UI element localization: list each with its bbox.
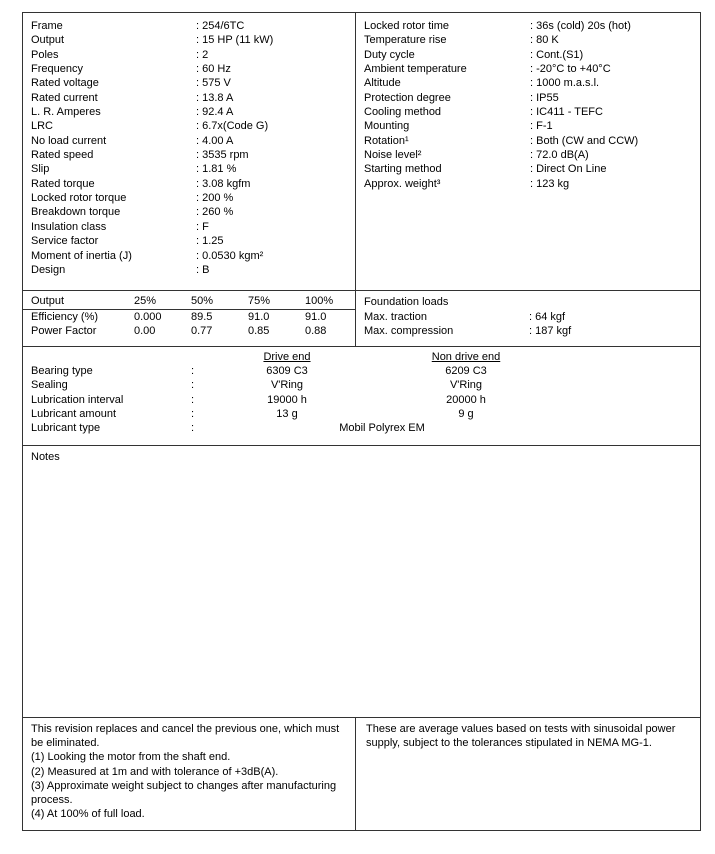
spec-label: Ambient temperature	[364, 63, 467, 76]
spec-value: : 60 Hz	[196, 62, 231, 76]
bearing-non-drive-end-value: V'Ring	[449, 379, 483, 392]
bearing-row-label: Lubricant amount	[31, 407, 116, 420]
spec-row	[364, 162, 700, 176]
foundation-loads	[356, 291, 700, 346]
spec-column-left	[23, 13, 356, 290]
spec-column-right	[356, 13, 700, 290]
spec-label: Mounting	[364, 120, 410, 133]
bearing-row	[23, 393, 700, 407]
efficiency-row	[23, 310, 355, 324]
notes-title: Notes	[31, 451, 60, 463]
foundation-rows	[364, 310, 700, 338]
footer-section	[23, 717, 700, 830]
power-factor-values	[134, 324, 362, 338]
spec-row	[364, 62, 700, 76]
spec-label: Poles	[31, 48, 59, 61]
spec-row	[364, 119, 700, 133]
spec-label: Locked rotor time	[364, 20, 449, 32]
spec-label: Frame	[31, 20, 63, 32]
footer-tolerance-note: These are average values based on tests with sinusoidal power supply, subject to the tolerances stipulated in NEMA MG-1.	[366, 723, 676, 750]
spec-value: : Cont.(S1)	[530, 48, 583, 62]
efficiency-value: 0.000	[134, 311, 162, 323]
bearing-row-label: Lubrication interval	[31, 393, 124, 406]
footer-revision-notes	[23, 718, 356, 830]
spec-value: : F	[196, 220, 209, 234]
spec-label: Starting method	[364, 163, 442, 176]
spec-row	[31, 249, 355, 263]
spec-row	[31, 19, 355, 33]
foundation-row	[364, 324, 700, 338]
spec-value: : 200 %	[196, 191, 233, 205]
spec-value: : 72.0 dB(A)	[530, 148, 589, 162]
non-drive-end-header: Non drive end	[431, 351, 501, 363]
spec-label: No load current	[31, 134, 107, 147]
bearing-row	[23, 407, 700, 421]
spec-value: : 2	[196, 48, 208, 62]
spec-label: LRC	[31, 120, 54, 133]
load-table	[23, 291, 356, 346]
spec-label: Duty cycle	[364, 48, 415, 61]
bearing-row-colon	[191, 378, 203, 392]
spec-row	[364, 177, 700, 191]
spec-value: : 15 HP (11 kW)	[196, 33, 273, 47]
power-factor-value: 0.88	[305, 325, 327, 337]
notes-section	[23, 445, 700, 717]
power-factor-value: 0.77	[191, 325, 213, 337]
bearing-header-spacer2	[191, 350, 203, 364]
spec-value: : 0.0530 kgm²	[196, 249, 263, 263]
spec-value: : 36s (cold) 20s (hot)	[530, 19, 631, 33]
load-header-label: Output	[31, 295, 65, 307]
efficiency-value: 89.5	[191, 311, 213, 323]
spec-label: Altitude	[364, 77, 401, 90]
foundation-label: Max. compression	[364, 325, 454, 338]
bearing-drive-end-value: 13 g	[276, 407, 298, 420]
spec-label: Noise level²	[364, 149, 422, 162]
spec-label: Breakdown torque	[31, 206, 121, 219]
footer-note-line: (3) Approximate weight subject to changes after manufacturing process.	[31, 779, 337, 807]
spec-value: : 92.4 A	[196, 105, 233, 119]
spec-label: Design	[31, 263, 66, 276]
spec-row	[364, 134, 700, 148]
spec-label: Slip	[31, 163, 50, 176]
spec-row	[31, 205, 355, 219]
footer-note-line: This revision replaces and cancel the previous one, which must be eliminated.	[31, 723, 340, 750]
spec-label: Temperature rise	[364, 34, 447, 47]
motor-datasheet	[22, 12, 701, 831]
foundation-value: : 187 kgf	[529, 324, 571, 338]
spec-label: Rated voltage	[31, 77, 99, 90]
footer-note-line: (1) Looking the motor from the shaft end.	[31, 751, 231, 764]
efficiency-label: Efficiency (%)	[31, 311, 99, 323]
spec-label: Approx. weight³	[364, 177, 441, 190]
spec-row	[31, 91, 355, 105]
spec-label: Rated speed	[31, 149, 94, 162]
foundation-loads-title: Foundation loads	[364, 296, 449, 308]
spec-row	[364, 105, 700, 119]
spec-row	[31, 220, 355, 234]
spec-label: Cooling method	[364, 106, 442, 119]
spec-row	[31, 162, 355, 176]
foundation-label: Max. traction	[364, 311, 427, 323]
bearing-non-drive-end-value: 6209 C3	[445, 365, 487, 378]
spec-label: Protection degree	[364, 91, 451, 104]
spec-row	[364, 19, 700, 33]
bearing-rows	[23, 364, 700, 421]
efficiency-value: 91.0	[305, 311, 327, 323]
spec-row	[31, 134, 355, 148]
spec-row	[364, 148, 700, 162]
spec-row	[31, 234, 355, 248]
spec-value: : IP55	[530, 91, 559, 105]
foundation-row	[364, 310, 700, 324]
spec-row	[364, 76, 700, 90]
spec-label: Service factor	[31, 235, 99, 248]
bearing-row-colon	[191, 364, 203, 378]
load-col-header: 50%	[191, 295, 214, 307]
spec-value: : F-1	[530, 119, 553, 133]
spec-row	[31, 62, 355, 76]
power-factor-value: 0.85	[248, 325, 270, 337]
bearing-header-row	[23, 350, 700, 364]
spec-value: : 123 kg	[530, 177, 569, 191]
spec-value: : 1.81 %	[196, 162, 236, 176]
spec-value: : 1000 m.a.s.l.	[530, 76, 599, 90]
power-factor-row	[23, 324, 355, 338]
spec-value: : 1.25	[196, 234, 224, 248]
spec-value: : 6.7x(Code G)	[196, 119, 268, 133]
spec-value: : 4.00 A	[196, 134, 233, 148]
spec-label: Moment of inertia (J)	[31, 249, 132, 262]
spec-label: Rated torque	[31, 177, 95, 190]
lubricant-type-row	[23, 421, 700, 435]
spec-value: : 3535 rpm	[196, 148, 249, 162]
spec-row	[31, 105, 355, 119]
spec-value: : Both (CW and CCW)	[530, 134, 638, 148]
bearing-non-drive-end-value: 9 g	[458, 407, 474, 420]
spec-value: : 3.08 kgfm	[196, 177, 250, 191]
spec-label: L. R. Amperes	[31, 106, 101, 119]
load-section	[23, 290, 700, 346]
footer-note-line: (2) Measured at 1m and with tolerance of +3dB(A).	[31, 765, 279, 778]
spec-value: : 254/6TC	[196, 19, 244, 33]
spec-value: : IC411 - TEFC	[530, 105, 603, 119]
bearing-section	[23, 346, 700, 445]
spec-row	[31, 191, 355, 205]
spec-section	[23, 13, 700, 290]
bearing-row-label: Bearing type	[31, 365, 93, 378]
power-factor-value: 0.00	[134, 325, 156, 337]
spec-label: Insulation class	[31, 220, 107, 233]
drive-end-header: Drive end	[263, 351, 311, 363]
spec-row	[31, 177, 355, 191]
load-table-header	[23, 291, 355, 310]
spec-value: : 260 %	[196, 205, 233, 219]
bearing-row	[23, 364, 700, 378]
bearing-row-label: Sealing	[31, 379, 68, 392]
load-col-header: 25%	[134, 295, 157, 307]
spec-row	[31, 33, 355, 47]
spec-value: : 13.8 A	[196, 91, 233, 105]
spec-row	[364, 33, 700, 47]
spec-value: : Direct On Line	[530, 162, 606, 176]
lubricant-type-label: Lubricant type	[31, 422, 101, 435]
spec-label: Output	[31, 34, 65, 47]
spec-label: Frequency	[31, 63, 83, 76]
efficiency-value: 91.0	[248, 311, 270, 323]
power-factor-label: Power Factor	[31, 325, 97, 337]
bearing-row-colon	[191, 407, 203, 421]
spec-row	[364, 91, 700, 105]
load-header-cells	[134, 295, 362, 307]
spec-value: : B	[196, 263, 209, 277]
spec-label: Rated current	[31, 91, 98, 104]
bearing-non-drive-end-value: 20000 h	[446, 393, 486, 406]
spec-row	[31, 263, 355, 277]
spec-row	[31, 48, 355, 62]
load-col-header: 75%	[248, 295, 271, 307]
lubricant-type-value: Mobil Polyrex EM	[339, 422, 425, 435]
spec-value: : -20°C to +40°C	[530, 62, 611, 76]
bearing-row	[23, 378, 700, 392]
spec-label: Locked rotor torque	[31, 192, 127, 205]
bearing-drive-end-value: 19000 h	[267, 393, 307, 406]
spec-row	[31, 148, 355, 162]
spec-row	[31, 76, 355, 90]
spec-row	[364, 48, 700, 62]
footer-note-line: (4) At 100% of full load.	[31, 808, 145, 821]
bearing-header-spacer	[31, 350, 191, 364]
bearing-drive-end-value: V'Ring	[270, 379, 304, 392]
foundation-value: : 64 kgf	[529, 310, 565, 324]
spec-value: : 80 K	[530, 33, 559, 47]
bearing-row-colon	[191, 393, 203, 407]
spec-row	[31, 119, 355, 133]
efficiency-values	[134, 310, 362, 324]
spec-value: : 575 V	[196, 76, 231, 90]
lubricant-type-colon	[191, 421, 203, 435]
bearing-drive-end-value: 6309 C3	[266, 365, 308, 378]
load-col-header: 100%	[305, 295, 334, 307]
spec-label: Rotation¹	[364, 134, 409, 147]
